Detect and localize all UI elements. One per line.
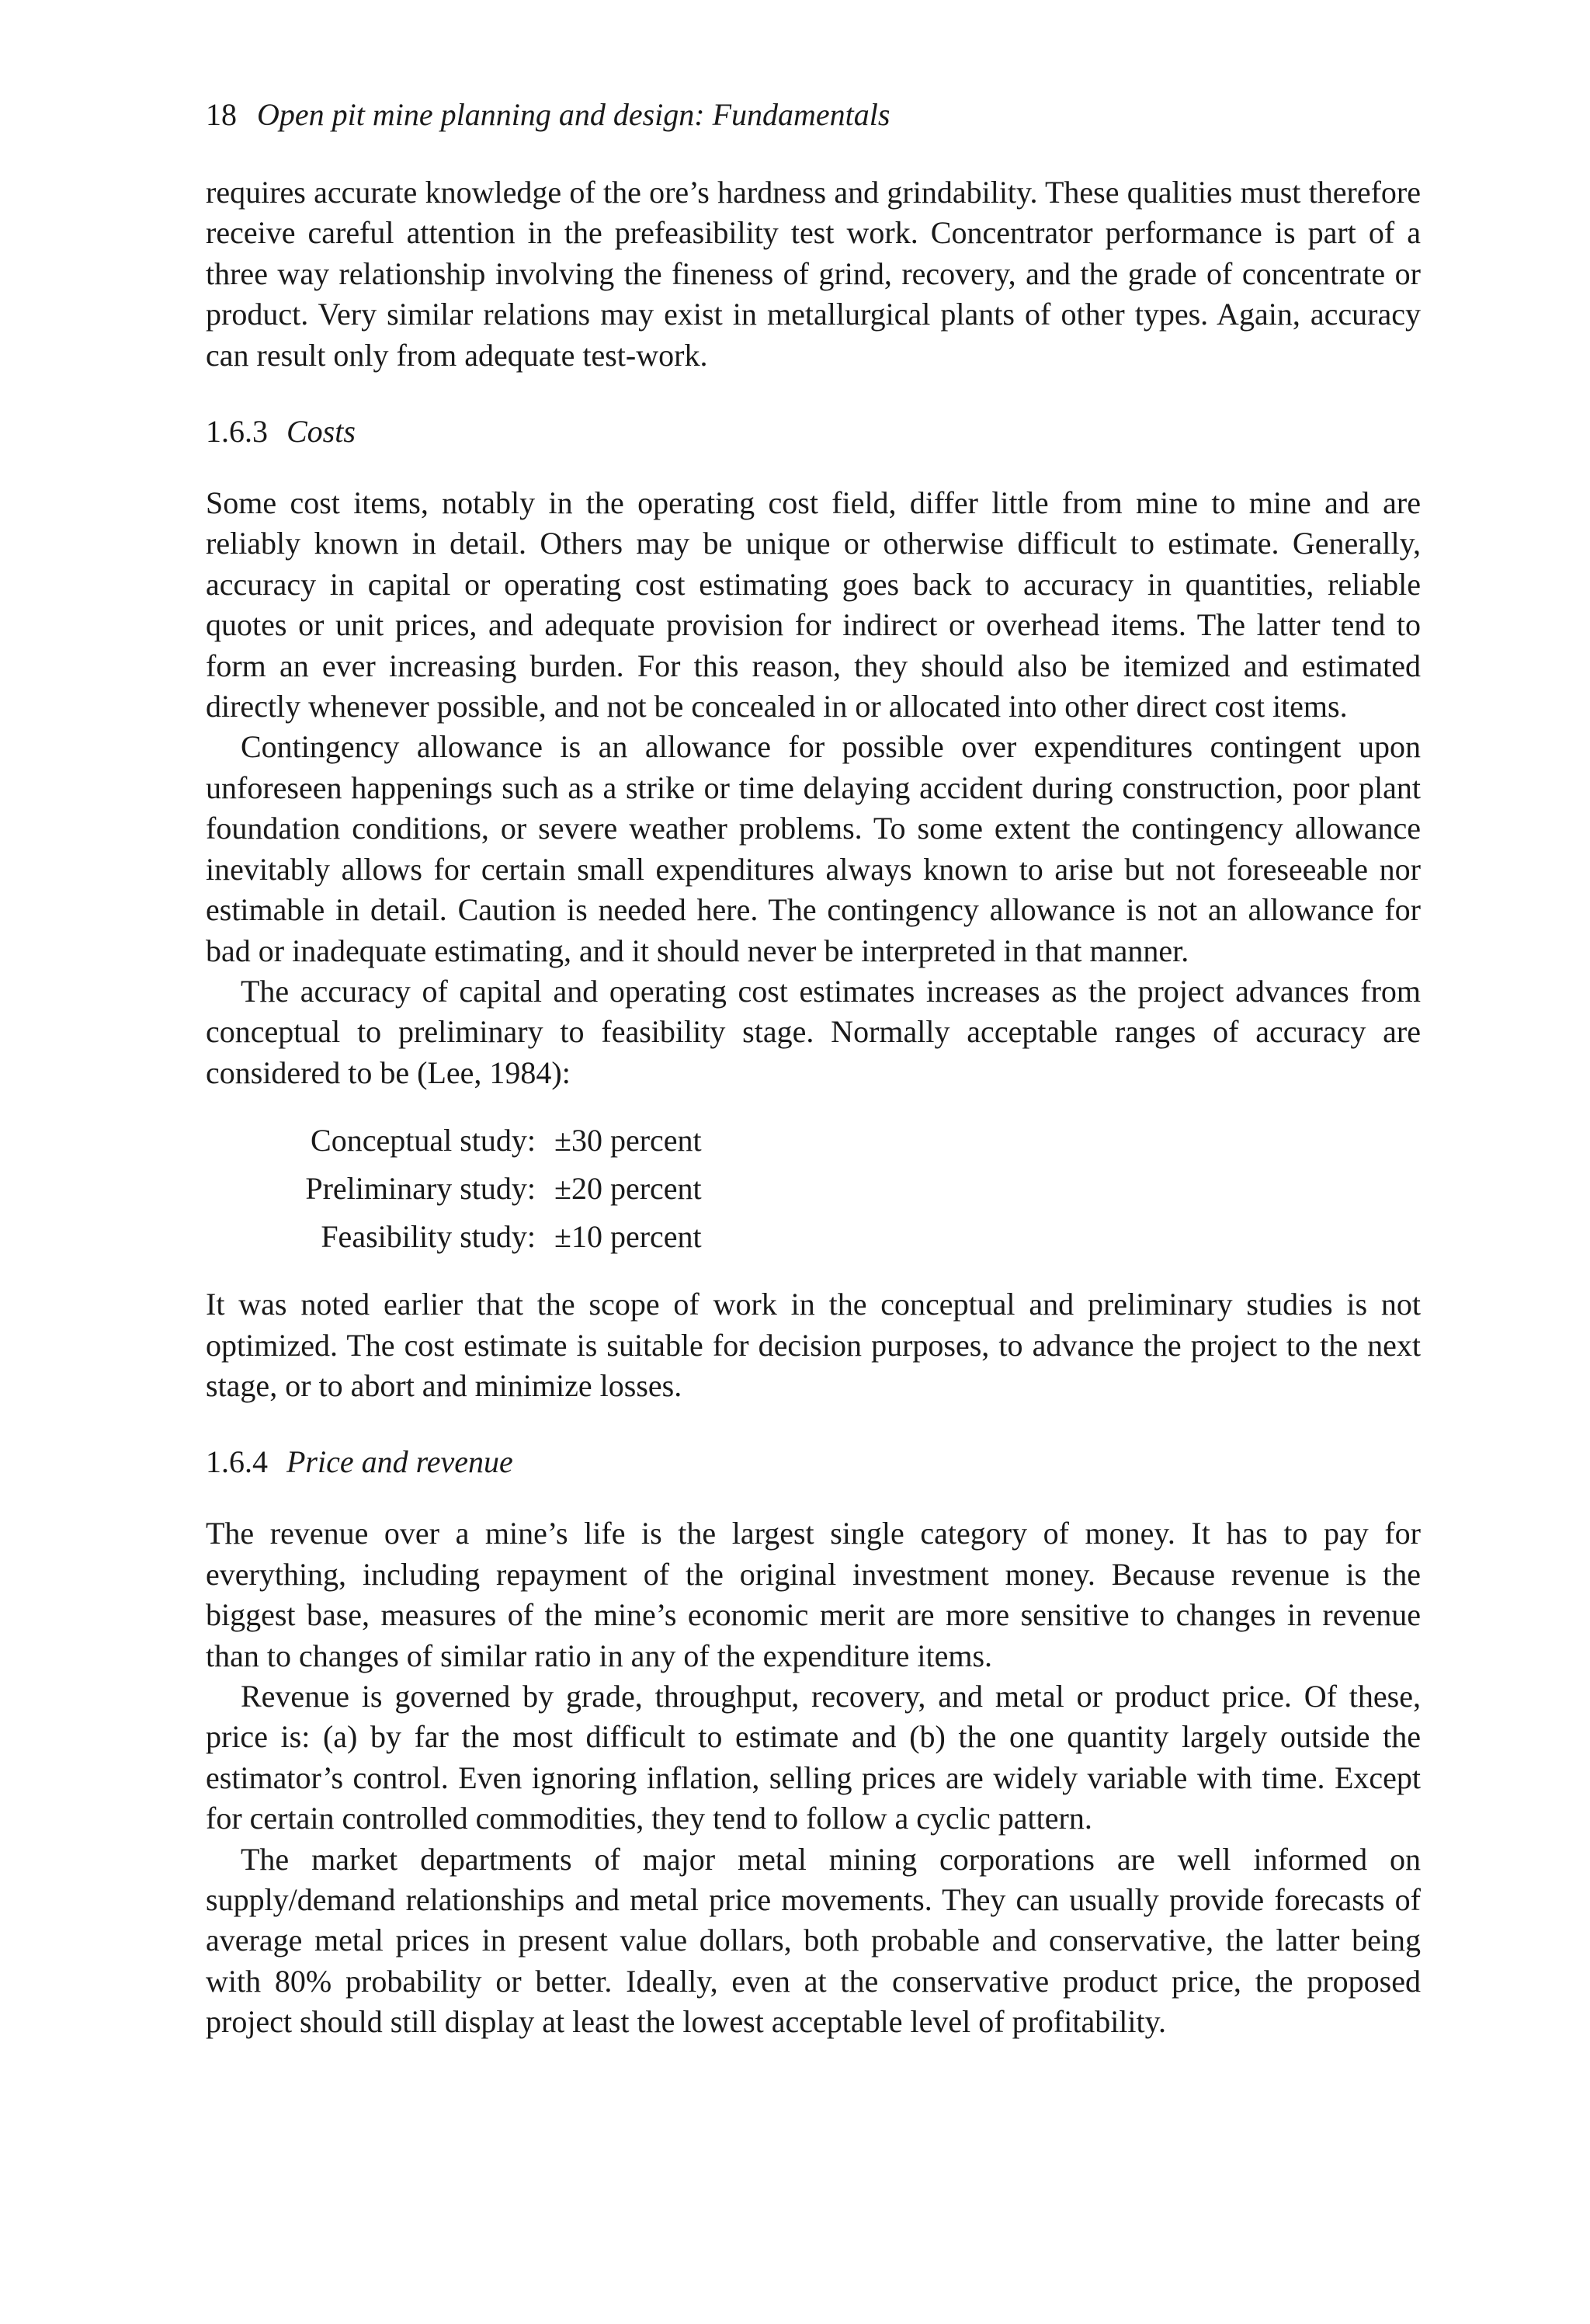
paragraph: Revenue is governed by grade, throughput, recovery, and metal or product price. Of these, price is: (a) by far the most difficult to estimate and (b) the one quantity largely outside the estimator’s control. Even ignoring inflation, selling prices are widely variable with time. Except for certain controlled commodities, they tend to follow a cyclic pattern.: [206, 1678, 1421, 1836]
section-heading-price: [206, 1442, 1421, 1482]
section-number: 1.6.4: [206, 1444, 268, 1480]
page-number: 18: [206, 97, 237, 132]
book-page: [206, 92, 1421, 2043]
book-title: Open pit mine planning and design: [257, 97, 695, 132]
section-number: 1.6.3: [206, 414, 268, 450]
paragraph: The market departments of major metal mining corporations are well informed on supply/demand relationships and metal price movements. They can usually provide forecasts of average metal prices in present value dollars, both probable and conservative, the latter being with 80% probability or better. Ideally, even at the conservative product price, the proposed project should still display at least the lowest acceptable level of profitability.: [206, 1841, 1421, 2040]
table-row: [206, 1213, 702, 1261]
intro-paragraph: requires accurate knowledge of the ore’s hardness and grindability. These qualities must therefore receive careful attention in the prefeasibility test work. Concentrator performance is part of a three way relationship involving the fineness of grind, recovery, and the grade of concentrate or product. Very similar relations may exist in metallurgical plants of other types. Again, accuracy can result only from adequate test-work.: [206, 175, 1421, 373]
accuracy-ranges-table: [206, 1117, 702, 1261]
paragraph: The accuracy of capital and operating cost estimates increases as the project advances from conceptual to preliminary to feasibility stage. Normally acceptable ranges of accuracy are considered to be (Lee, 1984):: [206, 973, 1421, 1090]
table-row: [206, 1117, 702, 1165]
paragraph: It was noted earlier that the scope of work in the conceptual and preliminary studies is not optimized. The cost estimate is suitable for decision purposes, to advance the project to the next stage, or to abort and minimize losses.: [206, 1287, 1421, 1403]
paragraph: Contingency allowance is an allowance for possible over expenditures contingent upon unforeseen happenings such as a strike or time delaying accident during construction, poor plant foundation conditions, or severe weather problems. To some extent the contingency allowance inevitably allows for certain small expenditures always known to arise but not foreseeable nor estimable in detail. Caution is needed here. The contingency allowance is not an allowance for bad or inadequate estimating, and it should never be interpreted in that manner.: [206, 729, 1421, 968]
section-title: Price and revenue: [286, 1444, 513, 1480]
table-row: [206, 1165, 702, 1213]
running-head: [206, 92, 1421, 138]
study-type: Feasibility study:: [321, 1219, 536, 1255]
section-heading-costs: [206, 412, 1421, 452]
accuracy-range: ±20 percent: [554, 1171, 702, 1207]
accuracy-range: ±10 percent: [554, 1219, 702, 1255]
section-title: Costs: [286, 414, 356, 450]
book-subtitle: : Fundamentals: [694, 97, 890, 132]
paragraph: The revenue over a mine’s life is the largest single category of money. It has to pay for everything, including repayment of the original investment money. Because revenue is the biggest base, measures of the mine’s economic merit are more sensitive to changes in revenue than to changes of similar ratio in any of the expenditure items.: [206, 1516, 1421, 1673]
paragraph: Some cost items, notably in the operating cost field, differ little from mine to mine and are reliably known in detail. Others may be unique or otherwise difficult to estimate. Generally, accuracy in capital or operating cost estimating goes back to accuracy in quantities, reliable quotes or unit prices, and adequate provision for indirect or overhead items. The latter tend to form an ever increasing burden. For this reason, they should also be itemized and estimated directly whenever possible, and not be concealed in or allocated into other direct cost items.: [206, 485, 1421, 724]
accuracy-range: ±30 percent: [554, 1123, 702, 1159]
study-type: Conceptual study:: [311, 1123, 536, 1159]
study-type: Preliminary study:: [305, 1171, 536, 1207]
